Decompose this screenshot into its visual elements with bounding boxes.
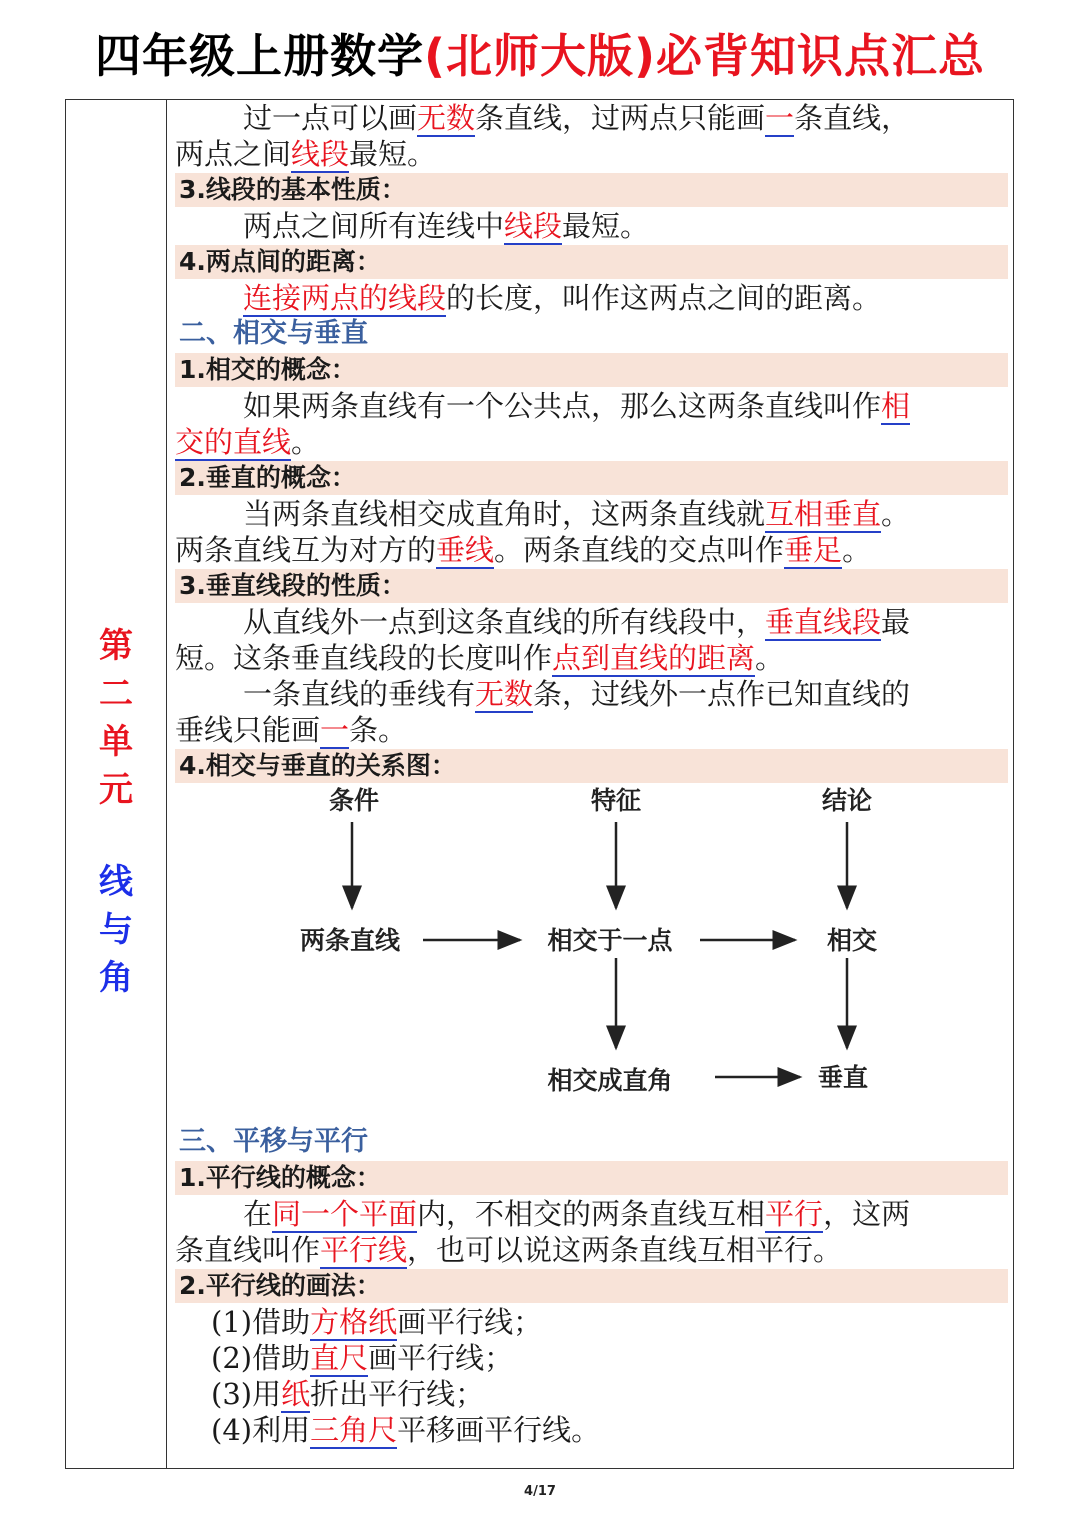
key-term: 连接两点的线段 [243, 281, 447, 315]
relation-diagram [175, 784, 1008, 1124]
box-right-angle: 相交成直角 [547, 1066, 673, 1095]
text: ，也可以说这两条直线互相平行。 [407, 1233, 843, 1267]
text: 画平行线； [397, 1305, 543, 1339]
box-perpendicular: 垂直 [817, 1063, 869, 1092]
page-number: 4/17 [524, 1484, 556, 1499]
text: 。 [291, 425, 321, 459]
key-term: 线段 [291, 137, 350, 171]
text-line [175, 208, 1008, 244]
subheading: 4.两点间的距离： [175, 245, 1008, 279]
subheading: 3.线段的基本性质： [175, 173, 1008, 207]
key-term: 一 [320, 713, 350, 747]
text: 的长度，叫作这两点之间的距离。 [446, 281, 882, 315]
key-term: 三角尺 [310, 1413, 398, 1447]
list-item [175, 1376, 1008, 1412]
unit-name [80, 858, 152, 1002]
key-term: 平行线 [320, 1233, 408, 1267]
key-term: 纸 [281, 1377, 311, 1411]
text: 。两条直线的交点叫作 [494, 533, 785, 567]
text-line [175, 604, 1008, 640]
key-term: 线段 [504, 209, 563, 243]
title-main: 四年级上册数学 [94, 29, 424, 83]
label-feature: 特征 [590, 786, 642, 815]
text: 如果两条直线有一个公共点，那么这两条直线叫作 [243, 389, 882, 423]
text: (4)利用 [211, 1413, 311, 1447]
column-divider [166, 99, 167, 1469]
text: ，这两 [823, 1197, 911, 1231]
text: 条直线叫作 [175, 1233, 321, 1267]
text: 条直线， [794, 101, 911, 135]
text-line [175, 640, 1008, 676]
page-title [0, 20, 1080, 86]
text: 短。这条垂直线段的长度叫作 [175, 641, 553, 675]
text-line [175, 496, 1008, 532]
unit-number [80, 622, 152, 814]
subheading: 2.垂直的概念： [175, 461, 1008, 495]
box-intersect: 相交 [826, 926, 878, 955]
text-line [175, 712, 1008, 748]
text: 。 [755, 641, 785, 675]
list-item [175, 1304, 1008, 1340]
text: 两点之间所有连线中 [243, 209, 505, 243]
text: 折出平行线； [310, 1377, 485, 1411]
box-two-lines: 两条直线 [299, 926, 401, 955]
unit-name-char: 与 [99, 910, 133, 950]
text: 。 [842, 533, 872, 567]
text-line [175, 1196, 1008, 1232]
unit-char: 二 [99, 674, 133, 714]
text-line [175, 1232, 1008, 1268]
label-conclusion: 结论 [821, 786, 873, 815]
text: (3)用 [211, 1377, 282, 1411]
key-term: 直尺 [310, 1341, 369, 1375]
key-term: 垂直线段 [765, 605, 882, 639]
text: 一条直线的垂线有 [243, 677, 476, 711]
text: (2)借助 [211, 1341, 311, 1375]
subheading: 1.平行线的概念： [175, 1161, 1008, 1195]
section-title: 二、相交与垂直 [179, 318, 368, 349]
subheading: 2.平行线的画法： [175, 1269, 1008, 1303]
section-title: 三、平移与平行 [179, 1126, 368, 1157]
text: 两条直线互为对方的 [175, 533, 437, 567]
text-line [175, 676, 1008, 712]
text: 最短。 [349, 137, 437, 171]
label-condition: 条件 [328, 786, 380, 815]
text-line [175, 280, 1008, 316]
text-line [175, 424, 1008, 460]
content-column [175, 100, 1008, 1448]
unit-char: 单 [99, 722, 133, 762]
text: 条，过线外一点作已知直线的 [533, 677, 911, 711]
text: 垂线只能画 [175, 713, 321, 747]
subheading: 3.垂直线段的性质： [175, 569, 1008, 603]
text-line [175, 136, 1008, 172]
key-term: 交的直线 [175, 425, 292, 459]
unit-char: 元 [99, 770, 133, 810]
key-term: 互相垂直 [765, 497, 882, 531]
text-line [175, 532, 1008, 568]
text-line [175, 388, 1008, 424]
box-meet-point: 相交于一点 [547, 926, 673, 955]
text: 条。 [349, 713, 408, 747]
text: 最 [881, 605, 911, 639]
text: 内，不相交的两条直线互相 [417, 1197, 766, 1231]
title-sub: (北师大版)必背知识点汇总 [423, 29, 986, 83]
text: 。 [881, 497, 911, 531]
key-term: 无数 [475, 677, 534, 711]
subheading: 1.相交的概念： [175, 353, 1008, 387]
text: 在 [243, 1197, 273, 1231]
list-item [175, 1412, 1008, 1448]
unit-name-char: 角 [99, 958, 133, 998]
key-term: 点到直线的距离 [552, 641, 756, 675]
text: 条直线，过两点只能画 [475, 101, 766, 135]
key-term: 同一个平面 [272, 1197, 418, 1231]
key-term: 相 [881, 389, 911, 423]
text: 两点之间 [175, 137, 292, 171]
text: 从直线外一点到这条直线的所有线段中， [243, 605, 766, 639]
key-term: 垂足 [784, 533, 843, 567]
relation-diagram-svg [175, 784, 1008, 1124]
text: 平移画平行线。 [397, 1413, 601, 1447]
text-line [175, 100, 1008, 136]
key-term: 方格纸 [310, 1305, 398, 1339]
key-term: 无数 [417, 101, 476, 135]
list-item [175, 1340, 1008, 1376]
text: 过一点可以画 [243, 101, 418, 135]
subheading: 4.相交与垂直的关系图： [175, 749, 1008, 783]
unit-char: 第 [99, 626, 133, 666]
unit-name-char: 线 [99, 862, 133, 902]
key-term: 一 [765, 101, 795, 135]
text: (1)借助 [211, 1305, 311, 1339]
text: 最短。 [562, 209, 650, 243]
key-term: 平行 [765, 1197, 824, 1231]
text: 当两条直线相交成直角时，这两条直线就 [243, 497, 766, 531]
text: 画平行线； [368, 1341, 514, 1375]
key-term: 垂线 [436, 533, 495, 567]
